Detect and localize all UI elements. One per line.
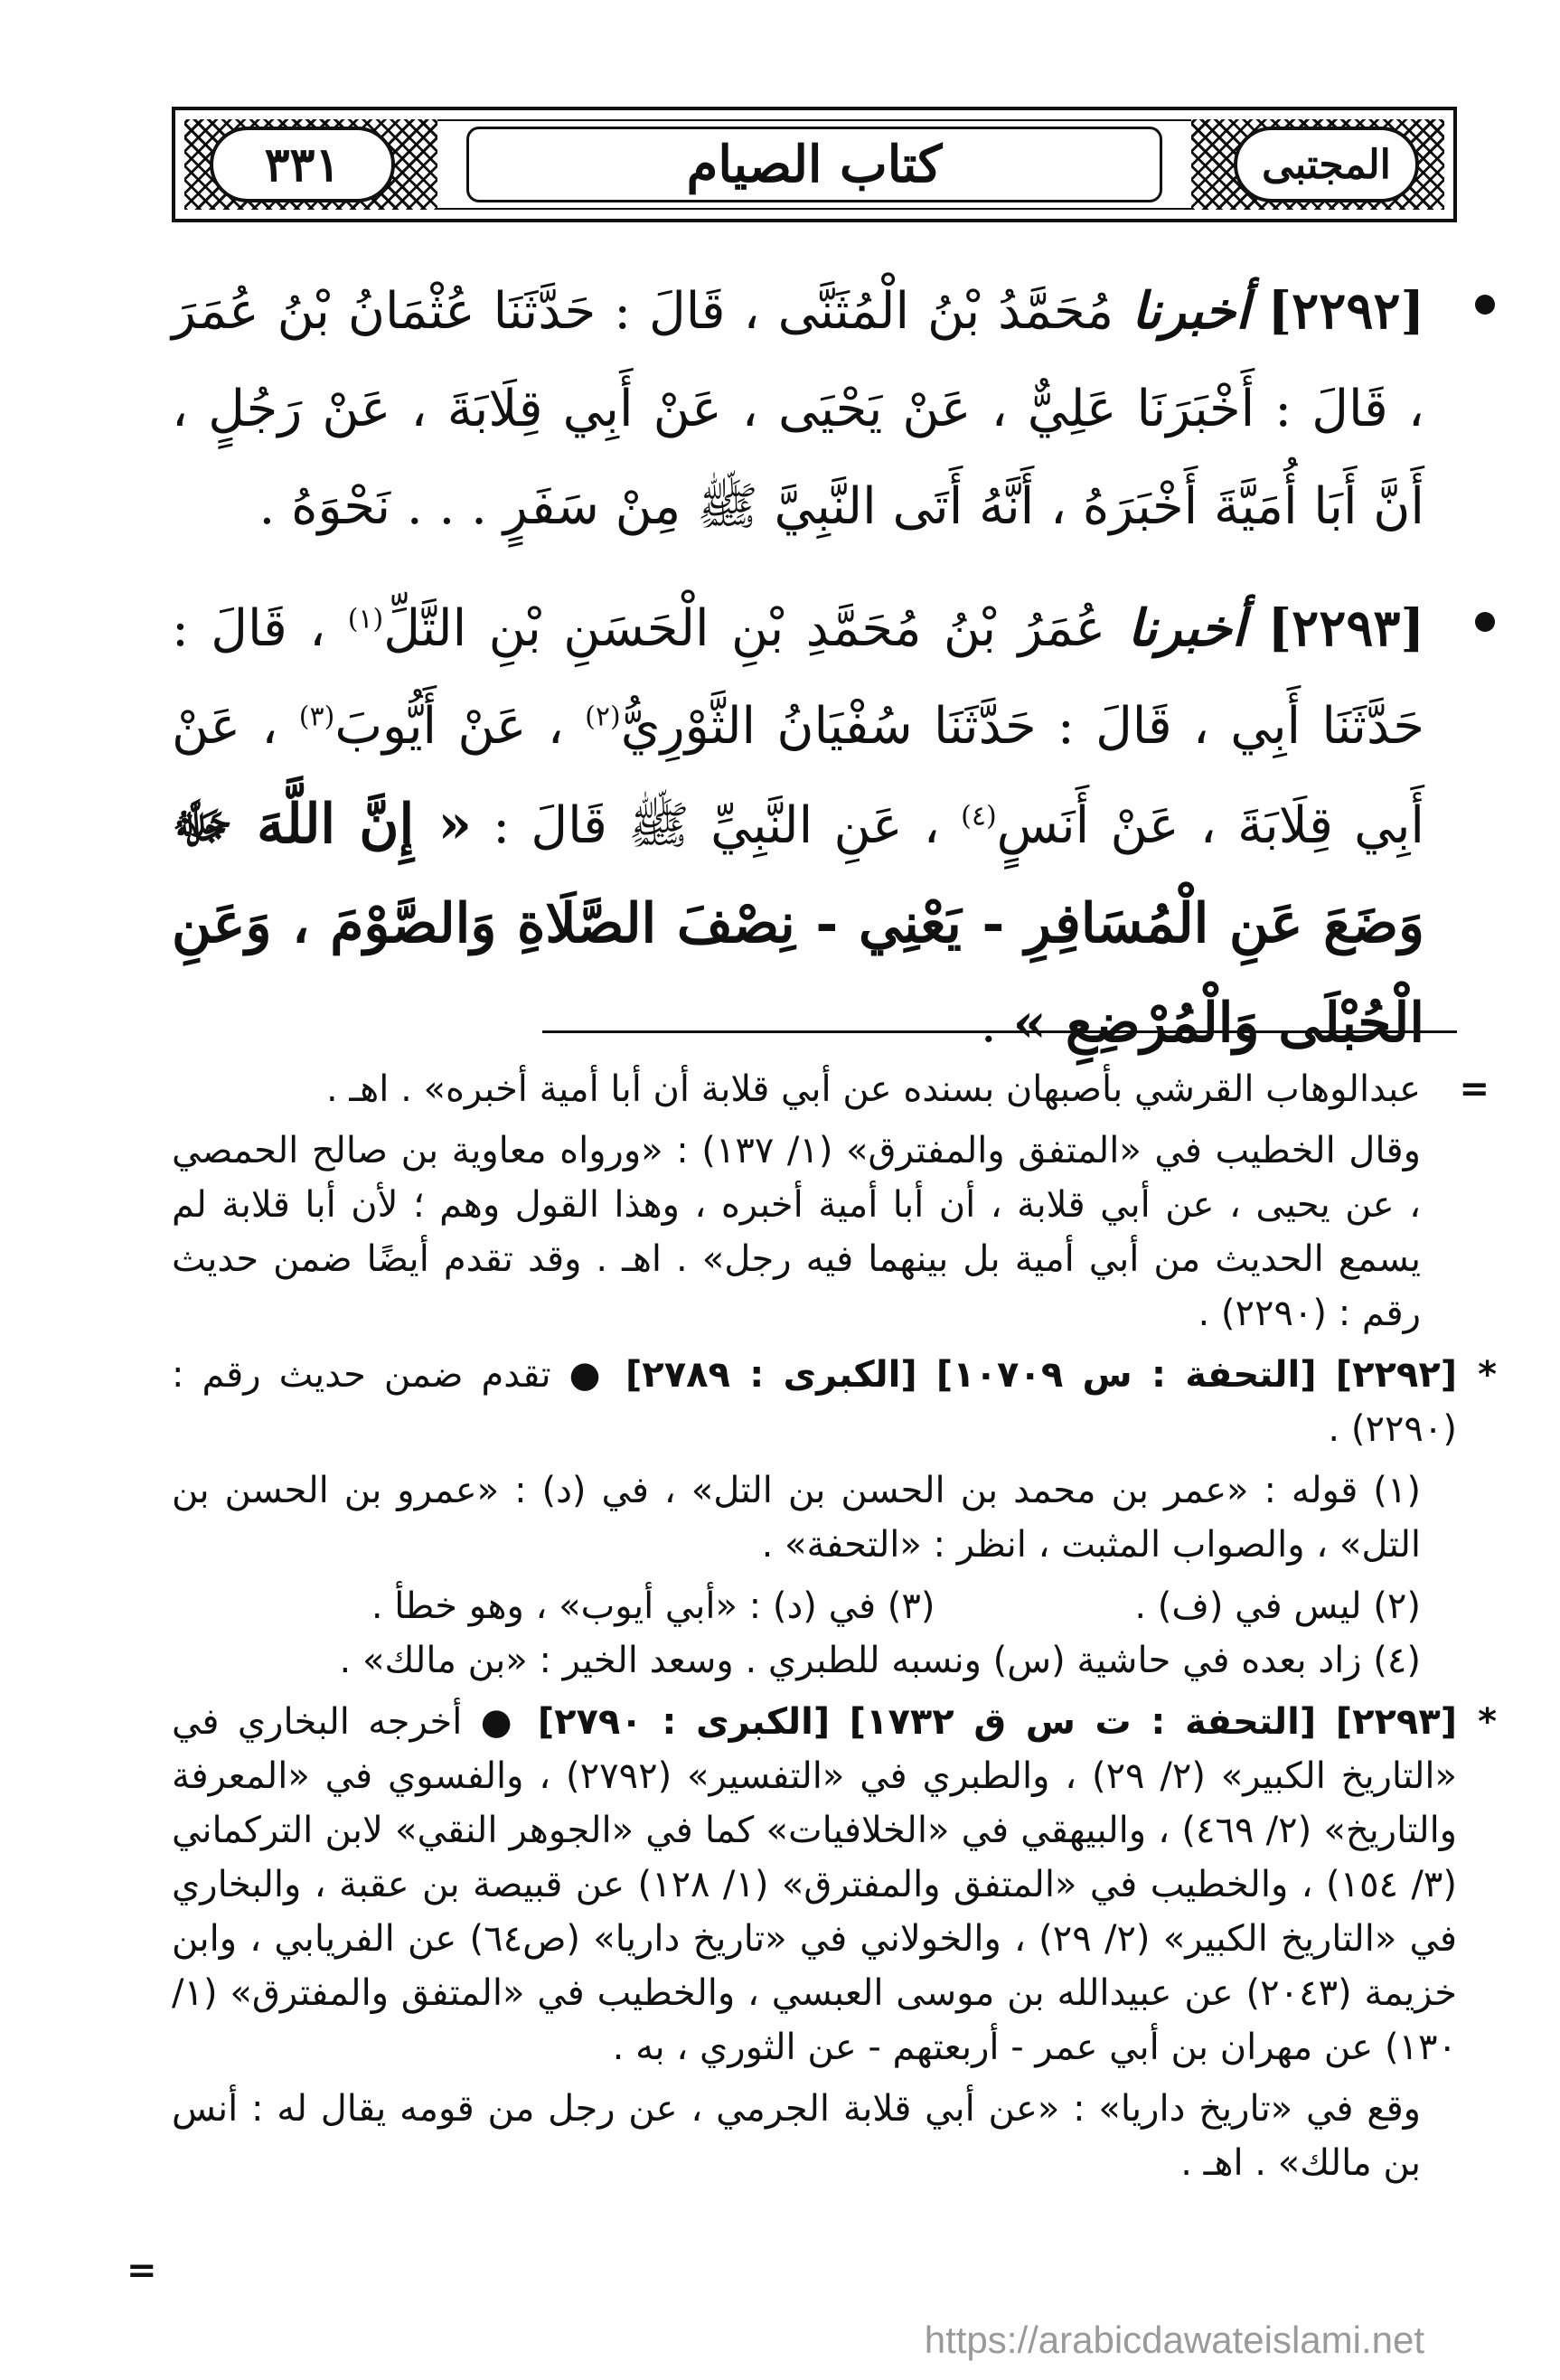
footnote-1: (١) قوله : «عمر بن محمد بن الحسن بن التل» ، في (د) : «عمرو بن الحسن بن التل» ، والصواب المثبت ، انظر : «التحفة» . bbox=[172, 1470, 1421, 1566]
footnote-last: وقع في «تاريخ داريا» : «عن أبي قلابة الجرمي ، عن رجل من قومه يقال له : أنس بن مالك» . اهـ . bbox=[172, 2088, 1421, 2184]
hadith-text-part: ، عَنِ النَّبِيِّ ﷺ قَالَ : bbox=[493, 796, 940, 855]
takhrij-2292 bbox=[172, 1348, 1497, 1456]
hadith-number: [٢٢٩٣] bbox=[1267, 598, 1424, 658]
footnote-continuation bbox=[172, 1124, 1457, 1341]
footnote-ref-1: (١) bbox=[347, 603, 384, 635]
hadith-number: [٢٢٩٢] bbox=[1267, 281, 1424, 341]
takhrij-2293 bbox=[172, 1695, 1497, 2074]
hadith-2293 bbox=[172, 579, 1457, 1074]
hadith-text-part: ، عَنْ أَيُّوبَ bbox=[334, 697, 564, 756]
takhrij-head: [٢٢٩٢] [التحفة : س ١٠٧٠٩] [الكبرى : ٢٧٨٩] bbox=[625, 1354, 1458, 1396]
main-text bbox=[172, 262, 1457, 1097]
takhrij-body: ● أخرجه البخاري في «التاريخ الكبير» (٢/ ٢٩) ، والطبري في «التفسير» (٢٧٩٢) ، والفسوي في «المعرفة والتاريخ» (٢/ ٤٦٩) ، والبيهقي في «الخلافيات» كما في «الجوهر النقي» لابن التركماني (٣/ ١٥٤) ، والخطيب في «المتفق والمفترق» (١/ ١٢٨) عن قبيصة بن عقبة ، والبخاري في «التاريخ الكبير» (٢/ ٢٩) ، والخولاني في «تاريخ داريا» (ص٦٤) عن الفريابي ، وابن خزيمة (٢٠٤٣) عن عبيدالله بن موسى العبسي ، والخطيب في «المتفق والمفترق» (١/ ١٣٠) عن مهران بن أبي عمر - أربعتهم - عن الثوري ، به . bbox=[172, 1701, 1457, 2068]
hadith-end: . bbox=[980, 995, 997, 1054]
watermark-url: https://arabicdawateislami.net bbox=[924, 2319, 1424, 2361]
series-title: المجتبى bbox=[1262, 141, 1391, 188]
hadith-text-part: عُمَرُ بْنُ مُحَمَّدِ بْنِ الْحَسَنِ بْنِ التَّلِّ bbox=[383, 599, 1106, 658]
ornamental-header bbox=[172, 107, 1457, 222]
takhrij-body: ● تقدم ضمن حديث رقم : (٢٢٩٠) . bbox=[172, 1354, 1457, 1450]
star-icon: * bbox=[1478, 1701, 1497, 1743]
footnotes-row bbox=[172, 1579, 1457, 1633]
footnotes bbox=[172, 1062, 1497, 2197]
takhrij-head: [٢٢٩٣] [التحفة : ت س ق ١٧٣٢] [الكبرى : ٢٧٩٠] bbox=[537, 1701, 1458, 1743]
footnote-text: وقال الخطيب في «المتفق والمفترق» (١/ ١٣٧) : «ورواه معاوية بن صالح الحمصي ، عن يحيى ، عن أبي قلابة ، أن أبا أمية أخبره ، وهذا القول وهم ؛ لأن أبا قلابة لم يسمع الحديث من أبي أمية بل بينهما فيه رجل» . اهـ . وقد تقدم أيضًا ضمن حديث رقم : (٢٢٩٠) . bbox=[172, 1130, 1421, 1334]
prophetic-saying: « إِنَّ اللَّهَ ﷻ وَضَعَ عَنِ الْمُسَافِرِ - يَعْنِي - نِصْفَ الصَّلَاةِ وَالصَّوْمَ ، وَعَنِ الْحُبْلَى وَالْمُرْضِعِ » bbox=[172, 793, 1424, 1055]
bullet-icon bbox=[1475, 612, 1495, 632]
hadith-2292 bbox=[172, 262, 1457, 556]
footnote-text: عبدالوهاب القرشي بأصبهان بسنده عن أبي قلابة أن أبا أمية أخبره» . اهـ . bbox=[326, 1068, 1421, 1110]
hadith-text-part: ، عَنْ أَبِي قِلَابَةَ ، عَنْ أَنَسٍ bbox=[172, 697, 1424, 855]
chapter-title-cartouche bbox=[466, 127, 1162, 202]
footnote-divider bbox=[542, 1030, 1457, 1033]
bullet-icon bbox=[1475, 295, 1495, 315]
footnote-2: (٢) ليس في (ف) . bbox=[1134, 1585, 1421, 1627]
series-title-cartouche bbox=[1234, 127, 1419, 202]
footnote-ref-4: (٤) bbox=[961, 800, 997, 833]
hadith-text: مُحَمَّدُ بْنُ الْمُثَنَّى ، قَالَ : حَدَّثَنَا عُثْمَانُ بْنُ عُمَرَ ، قَالَ : أَخْبَرَنَا عَلِيٌّ ، عَنْ يَحْيَى ، عَنْ أَبِي قِلَابَةَ ، عَنْ رَجُلٍ ، أَنَّ أَبَا أُمَيَّةَ أَخْبَرَهُ ، أَنَّهُ أَتَى النَّبِيَّ ﷺ مِنْ سَفَرٍ . . . نَحْوَهُ . bbox=[172, 282, 1425, 536]
hadith-lead: أخبرنا bbox=[1132, 281, 1250, 341]
page-number-cartouche bbox=[210, 127, 395, 202]
footnote-3: (٣) في (د) : «أبي أيوب» ، وهو خطأ . bbox=[371, 1585, 935, 1627]
continuation-dash: = bbox=[1459, 1068, 1490, 1110]
footnote-ref-3: (٣) bbox=[298, 701, 335, 733]
footnote-ref-2: (٢) bbox=[585, 701, 621, 733]
hadith-text-part: ، قَالَ : حَدَّثَنَا أَبِي ، قَالَ : حَدَّثَنَا سُفْيَانُ الثَّوْرِيُّ bbox=[172, 599, 1424, 756]
hadith-lead: أخبرنا bbox=[1127, 598, 1246, 658]
continuation-mark: = bbox=[127, 2249, 157, 2291]
footnote-continuation bbox=[172, 1062, 1490, 1116]
page-number: ٣٣١ bbox=[264, 136, 341, 193]
chapter-title: كتاب الصيام bbox=[686, 135, 943, 194]
footnote-4: (٤) زاد بعده في حاشية (س) ونسبه للطبري . وسعد الخير : «بن مالك» . bbox=[339, 1640, 1421, 1681]
star-icon: * bbox=[1478, 1354, 1497, 1396]
